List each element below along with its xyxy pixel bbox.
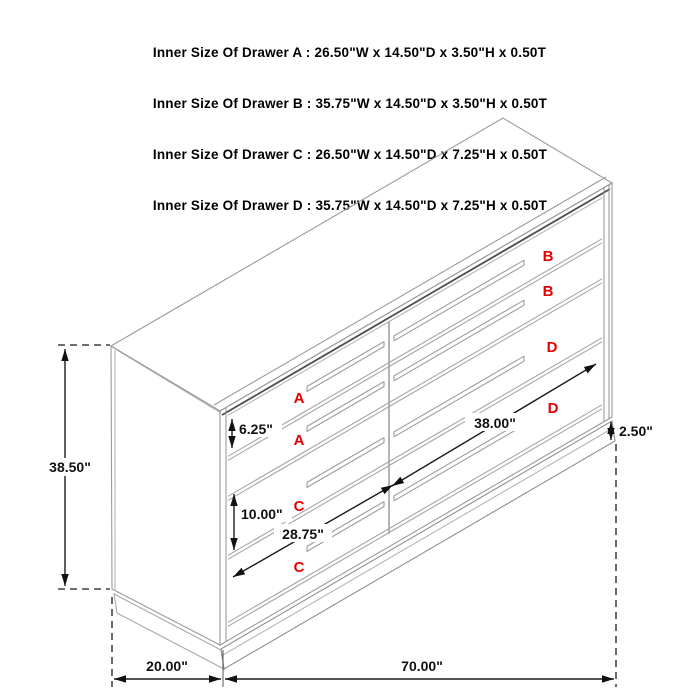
drawer-b-size-line: Inner Size Of Drawer B : 35.75"W x 14.50"D x 3.50"H x 0.50T (152, 96, 548, 111)
base-front (221, 421, 615, 669)
dim-depth-label: 20.00" (146, 658, 188, 674)
label-drawer-a2: A (293, 432, 305, 449)
label-drawer-c1: C (293, 498, 305, 515)
label-drawer-b2: B (542, 283, 554, 300)
dresser-cabinet (111, 118, 615, 669)
label-drawer-b1: B (542, 248, 554, 265)
handle-drawer-c1 (307, 438, 384, 488)
dim-drawer-c-label: 10.00" (241, 506, 283, 522)
drawer-c-size-line: Inner Size Of Drawer C : 26.50"W x 14.50"D x 7.25"H x 0.50T (152, 147, 548, 162)
dimension-labels (49, 415, 653, 674)
front-top-rim-thin (228, 198, 602, 415)
label-drawer-d2: D (547, 400, 559, 417)
handle-drawer-a1 (307, 342, 384, 392)
dim-width-label: 70.00" (401, 658, 443, 674)
handle-drawer-a2 (307, 382, 384, 432)
handle-drawer-d2 (394, 420, 524, 501)
front-top-rim-dark (222, 189, 610, 415)
drawer-a-size-line: Inner Size Of Drawer A : 26.50"W x 14.50"D x 3.50"H x 0.50T (152, 45, 547, 60)
label-drawer-c2: C (293, 559, 305, 576)
dim-base-label: 2.50" (619, 423, 653, 439)
label-drawer-a1: A (293, 390, 305, 407)
dim-drawer-c-width-label: 28.75" (282, 526, 324, 542)
side-panel (111, 346, 220, 645)
top-face (111, 118, 612, 411)
dim-height-label: 38.50" (49, 459, 91, 475)
drawer-d-size-line: Inner Size Of Drawer D : 35.75"W x 14.50"D x 7.25"H x 0.50T (152, 198, 548, 213)
dim-drawer-a-label: 6.25" (239, 421, 273, 437)
label-drawer-d1: D (546, 339, 558, 356)
dim-drawer-d-width-label: 38.00" (474, 415, 516, 431)
